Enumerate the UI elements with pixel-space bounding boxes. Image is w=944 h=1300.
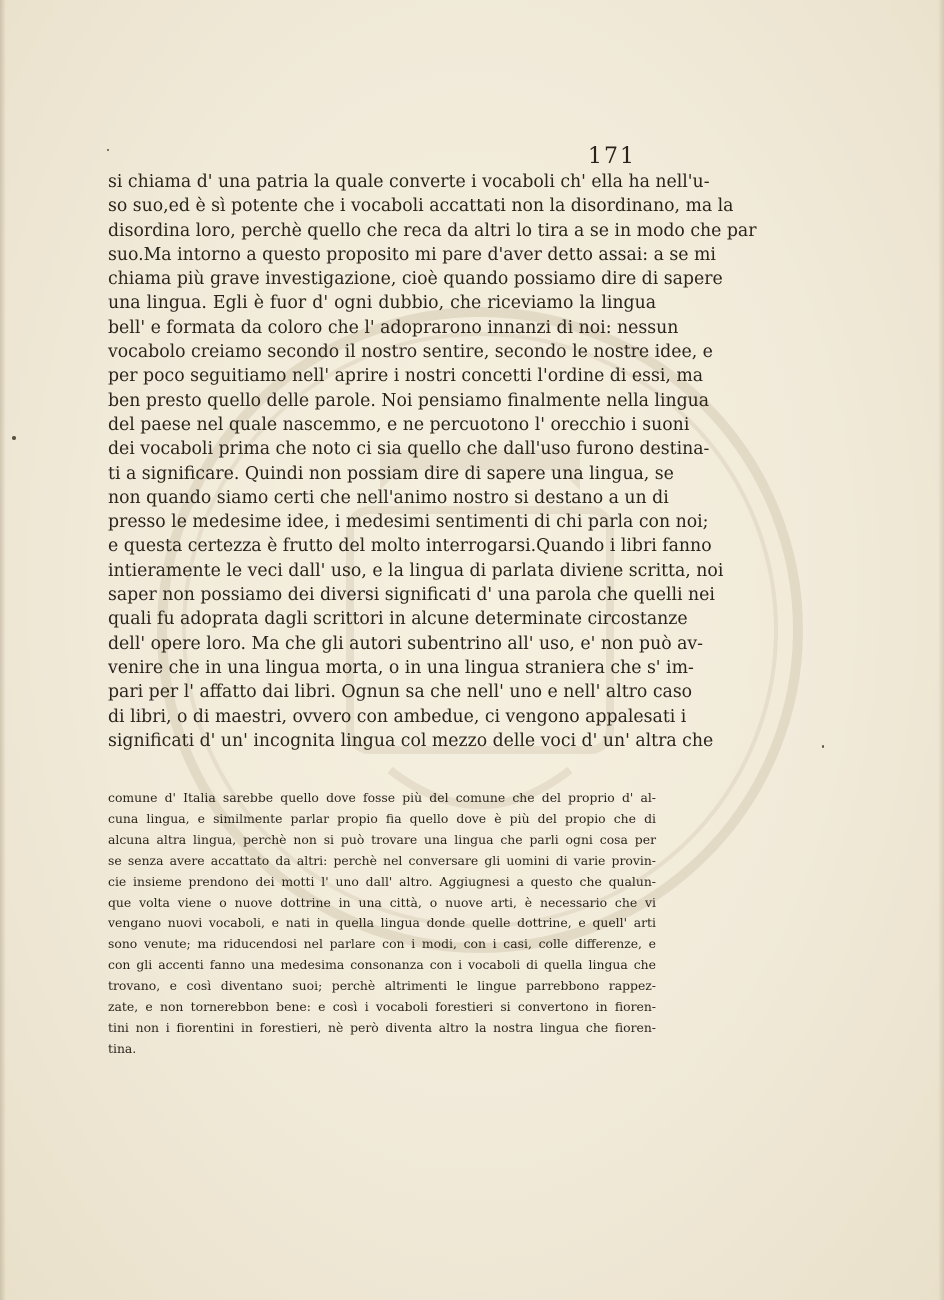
footnote-line: trovano, e così diventano suoi; perchè altrimenti le lingue parrebbono rappez- bbox=[108, 978, 656, 994]
text-line: per poco seguitiamo nell' aprire i nostri concetti l'ordine di essi, ma bbox=[108, 366, 704, 387]
text-line: bell' e formata da coloro che l' adoprarono innanzi di noi: nessun bbox=[108, 317, 679, 338]
left-page-edge bbox=[0, 0, 6, 1300]
footnote-line: cie insieme prendono dei motti l' uno dall' altro. Aggiugnesi a questo che qualun- bbox=[108, 873, 656, 889]
text-line: chiama più grave investigazione, cioè quando possiamo dire di sapere bbox=[108, 269, 723, 290]
ink-speck bbox=[822, 745, 824, 748]
text-line: significati d' un' incognita lingua col mezzo delle voci d' un' altra che bbox=[108, 730, 714, 751]
footnote-line: sono venute; ma riducendosi nel parlare con i modi, con i casi, colle differenze, e bbox=[108, 936, 656, 952]
text-line: suo.Ma intorno a questo proposito mi pare d'aver detto assai: a se mi bbox=[108, 244, 716, 265]
footnote-line: comune d' Italia sarebbe quello dove fosse più del comune che del proprio d' al- bbox=[108, 790, 656, 805]
text-line: una lingua. Egli è fuor d' ogni dubbio, che riceviamo la lingua bbox=[108, 293, 656, 314]
main-text-block bbox=[108, 170, 757, 753]
footnote-line: cuna lingua, e similmente parlar propio fia quello dove è più del propio che di bbox=[108, 810, 656, 826]
footnote-line: alcuna altra lingua, perchè non si può trovare una lingua che parli ogni cosa per bbox=[108, 831, 656, 847]
text-line: di libri, o di maestri, ovvero con ambedue, ci vengono appalesati i bbox=[108, 706, 687, 727]
text-line: intieramente le veci dall' uso, e la lingua di parlata diviene scritta, noi bbox=[108, 560, 724, 581]
footnote-line: que volta viene o nuove dottrine in una città, o nuove arti, è necessario che vi bbox=[108, 894, 656, 910]
ink-speck bbox=[107, 149, 109, 151]
footnote-line: vengano nuovi vocaboli, e nati in quella lingua donde quelle dottrine, e quell' arti bbox=[108, 915, 656, 931]
text-line: si chiama d' una patria la quale converte i vocaboli ch' ella ha nell'u- bbox=[108, 172, 710, 192]
text-line: disordina loro, perchè quello che reca da altri lo tira a se in modo che par bbox=[108, 220, 757, 241]
text-line: ti a significare. Quindi non possiam dire di sapere una lingua, se bbox=[108, 463, 674, 484]
text-line: vocabolo creiamo secondo il nostro sentire, secondo le nostre idee, e bbox=[108, 342, 713, 363]
text-line: ben presto quello delle parole. Noi pensiamo finalmente nella lingua bbox=[108, 390, 710, 411]
right-page-edge bbox=[938, 0, 944, 1300]
text-line: non quando siamo certi che nell'animo nostro si destano a un di bbox=[108, 487, 669, 508]
footnote-line: se senza avere accattato da altri: perchè nel conversare gli uomini di varie provin- bbox=[108, 852, 656, 868]
text-line: saper non possiamo dei diversi significati d' una parola che quelli nei bbox=[108, 585, 715, 606]
footnote-line: tini non i fiorentini in forestieri, nè però diventa altro la nostra lingua che fioren- bbox=[108, 1019, 656, 1035]
text-line: so suo,ed è sì potente che i vocaboli accattati non la disordinano, ma la bbox=[108, 196, 734, 217]
ink-speck bbox=[12, 436, 16, 440]
text-line: quali fu adoprata dagli scrittori in alcune determinate circostanze bbox=[108, 609, 688, 630]
text-line: dell' opere loro. Ma che gli autori subentrino all' uso, e' non può av- bbox=[108, 633, 704, 654]
text-line: presso le medesime idee, i medesimi sentimenti di chi parla con noi; bbox=[108, 512, 709, 533]
text-line: e questa certezza è frutto del molto interrogarsi.Quando i libri fanno bbox=[108, 536, 712, 557]
footnote-line: zate, e non tornerebbon bene: e così i vocaboli forestieri si convertono in fioren- bbox=[108, 999, 656, 1015]
footnote-line: con gli accenti fanno una medesima consonanza con i vocaboli di quella lingua che bbox=[108, 957, 656, 973]
text-line: dei vocaboli prima che noto ci sia quello che dall'uso furono destina- bbox=[108, 439, 710, 460]
footnote-line: tina. bbox=[108, 1040, 137, 1056]
footnote-block bbox=[108, 788, 656, 1060]
text-line: pari per l' affatto dai libri. Ognun sa che nell' uno e nell' altro caso bbox=[108, 682, 693, 703]
text-line: venire che in una lingua morta, o in una lingua straniera che s' im- bbox=[108, 657, 694, 678]
text-line: del paese nel quale nascemmo, e ne percuotono l' orecchio i suoni bbox=[108, 414, 690, 435]
page-number: 171 bbox=[588, 144, 636, 169]
